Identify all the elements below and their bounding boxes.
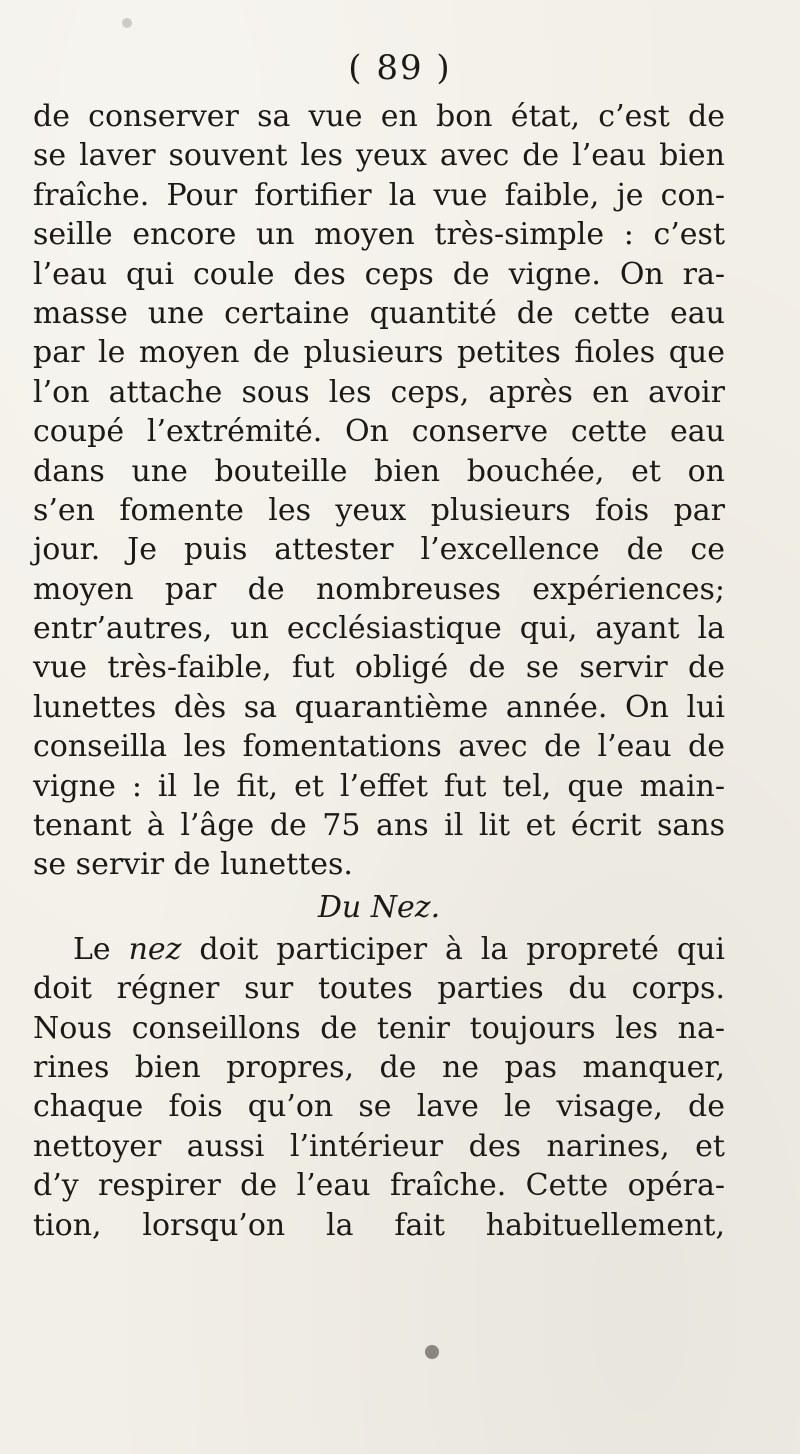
text-fragment: Le bbox=[73, 931, 129, 967]
page-number: ( 89 ) bbox=[348, 48, 452, 88]
text-line: conseilla les fomentations avec de l’eau de bbox=[33, 729, 725, 765]
text-line: seille encore un moyen très-simple : c’est bbox=[33, 217, 725, 253]
text-line: dans une bouteille bien bouchée, et on bbox=[33, 453, 725, 489]
text-line: l’eau qui coule des ceps de vigne. On ra- bbox=[33, 256, 725, 292]
text-line: se servir de lunettes. bbox=[33, 847, 353, 883]
text-line: jour. Je puis attester l’excellence de ce bbox=[33, 532, 725, 568]
text-line: chaque fois qu’on se lave le visage, de bbox=[33, 1089, 725, 1125]
text-line: masse une certaine quantité de cette eau bbox=[33, 295, 725, 331]
text-line: tion, lorsqu’on la fait habituellement, bbox=[33, 1207, 725, 1243]
text-line: nettoyer aussi l’intérieur des narines, et bbox=[33, 1128, 725, 1164]
text-line: de conserver sa vue en bon état, c’est de bbox=[33, 99, 725, 134]
text-line: coupé l’extrémité. On conserve cette eau bbox=[33, 414, 725, 450]
text-line: tenant à l’âge de 75 ans il lit et écrit sans bbox=[33, 808, 725, 844]
text-line: rines bien propres, de ne pas manquer, bbox=[33, 1049, 725, 1085]
text-line: se laver souvent les yeux avec de l’eau bien bbox=[33, 138, 725, 174]
text-line: d’y respirer de l’eau fraîche. Cette opéra- bbox=[33, 1168, 725, 1204]
text-fragment: doit participer à la propreté qui bbox=[181, 931, 725, 967]
text-line: moyen par de nombreuses expériences; bbox=[33, 571, 725, 607]
text-line: l’on attache sous les ceps, après en avoir bbox=[33, 374, 725, 410]
text-line: doit régner sur toutes parties du corps. bbox=[33, 971, 725, 1007]
text-line bbox=[33, 930, 725, 969]
text-line: vigne : il le fit, et l’effet fut tel, que main- bbox=[33, 768, 725, 804]
text-line: par le moyen de plusieurs petites fioles que bbox=[33, 335, 725, 371]
text-line: vue très-faible, fut obligé de se servir de bbox=[33, 650, 725, 686]
ink-spot bbox=[122, 18, 132, 28]
text-line: entr’autres, un ecclésiastique qui, ayant la bbox=[33, 611, 725, 647]
body-text bbox=[33, 97, 725, 1245]
text-line: fraîche. Pour fortifier la vue faible, je con- bbox=[33, 177, 725, 213]
text-line: lunettes dès sa quarantième année. On lui bbox=[33, 689, 725, 725]
text-line: Nous conseillons de tenir toujours les na- bbox=[33, 1010, 725, 1046]
ink-spot bbox=[425, 1345, 439, 1359]
italic-word: nez bbox=[128, 931, 182, 967]
section-heading: Du Nez. bbox=[317, 889, 441, 925]
text-line: s’en fomente les yeux plusieurs fois par bbox=[33, 492, 725, 528]
